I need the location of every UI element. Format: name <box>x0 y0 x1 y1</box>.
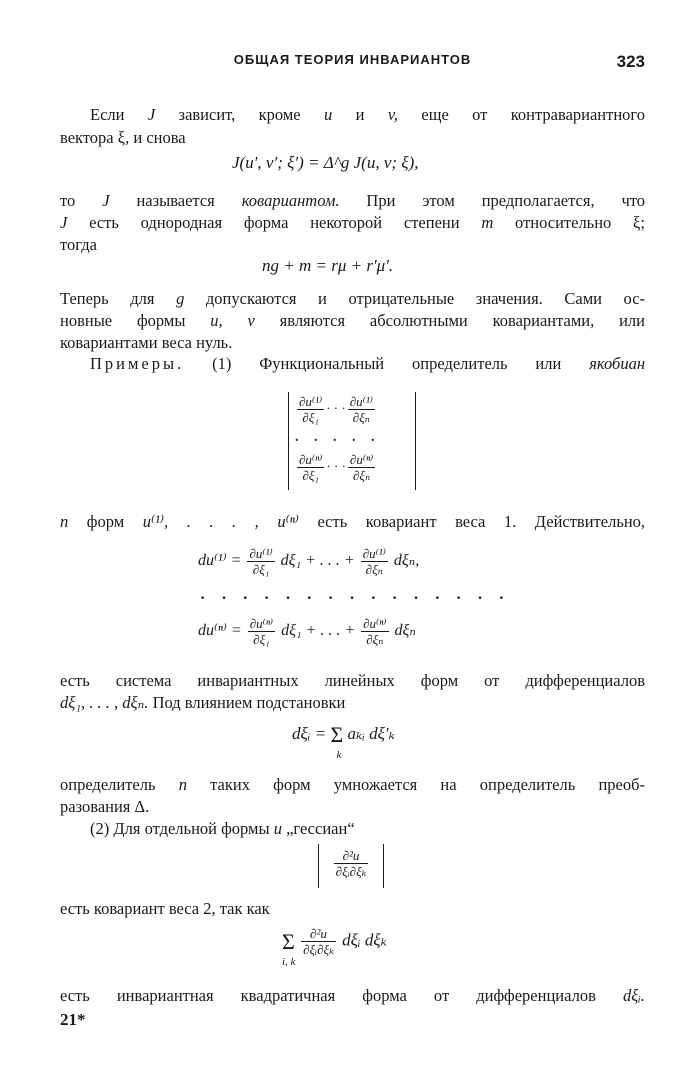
jacobian-row-n: $\frac{\text{∂u⁽ⁿ⁾}}{\text{∂ξ₁}}$ · · · $\frac{\text{∂u⁽ⁿ⁾}}{\text{∂ξₙ}}$ <box>299 452 374 483</box>
jacobian-row-1: $\frac{\text{∂u⁽¹⁾}}{\text{∂ξ₁}}$ · · · $\frac{\text{∂u⁽¹⁾}}{\text{∂ξₙ}}$ <box>299 394 373 425</box>
para2-line2: J есть однородная форма некоторой степени m относительно ξ; <box>60 213 645 232</box>
printer-signature: 21* <box>60 1010 86 1029</box>
jacobian-determinant <box>288 392 416 490</box>
formula-degree: ng + m = rμ + r′μ′. <box>262 256 394 275</box>
para5-line1: есть система инвариантных линейных форм от дифференциалов <box>60 671 645 690</box>
para8-line: есть ковариант веса 2, так как <box>60 899 270 918</box>
para9-line: есть инвариантная квадратичная форма от дифференциалов dξᵢ. <box>60 986 645 1005</box>
running-title: ОБЩАЯ ТЕОРИЯ ИНВАРИАНТОВ <box>233 52 472 67</box>
para2-line3: тогда <box>60 235 97 254</box>
hessian-determinant: $\frac{\text{∂²u}}{\text{∂ξᵢ∂ξₖ}}$ <box>318 844 384 888</box>
para1-line2: вектора ξ, и снова <box>60 128 186 147</box>
differential-first: du⁽¹⁾ = $\frac{\text{∂u⁽¹⁾}}{\text{∂ξ₁}}$ dξ₁ + . . . + $\frac{\text{∂u⁽¹⁾}}{\text{∂ξₙ}}$ dξₙ, <box>198 546 420 577</box>
para6-line1: определитель n таких форм умножается на определитель преоб- <box>60 775 645 794</box>
para3-line3: ковариантами веса нуль. <box>60 333 233 352</box>
para3-line1: Теперь для g допускаются и отрицательные значения. Сами ос- <box>60 289 646 308</box>
examples-label: Примеры. <box>90 354 185 373</box>
differential-dots: · · · · · · · · · · · · · · · <box>200 590 511 607</box>
page-number: 323 <box>616 52 645 71</box>
para2-line1: то J называется ковариантом. При этом предполагается, что <box>60 191 646 210</box>
formula-covariance: J(u′, v′; ξ′) = Δ^g J(u, v; ξ), <box>232 153 419 172</box>
examples-line: Примеры. (1) Функциональный определитель или якобиан <box>90 354 646 373</box>
para3-line2: новные формы u, v являются абсолютными ковариантами, или <box>60 311 645 330</box>
jacobian-dot-row: . . . . . <box>295 430 381 445</box>
para1-line1: Если J зависит, кроме u и v, еще от контравариантного <box>90 105 646 124</box>
para4-line: n форм u⁽¹⁾, . . . , u⁽ⁿ⁾ есть ковариант веса 1. Действительно, <box>60 512 646 531</box>
page-header <box>60 52 645 76</box>
differential-last: du⁽ⁿ⁾ = $\frac{\text{∂u⁽ⁿ⁾}}{\text{∂ξ₁}}$ dξ₁ + . . . + $\frac{\text{∂u⁽ⁿ⁾}}{\text{∂ξₙ}}$ dξₙ <box>198 616 416 647</box>
quadratic-form: Σ i, k $\frac{\text{∂²u}}{\text{∂ξᵢ∂ξₖ}}$ dξᵢ dξₖ <box>282 926 387 968</box>
para7-line: (2) Для отдельной формы u „гессиан“ <box>90 819 355 838</box>
para5-line2: dξ₁, . . . , dξₙ. Под влиянием подстановки <box>60 693 346 712</box>
substitution-formula: dξᵢ = Σ k aₖᵢ dξ′ₖ <box>292 722 395 762</box>
para6-line2: разования Δ. <box>60 797 150 816</box>
